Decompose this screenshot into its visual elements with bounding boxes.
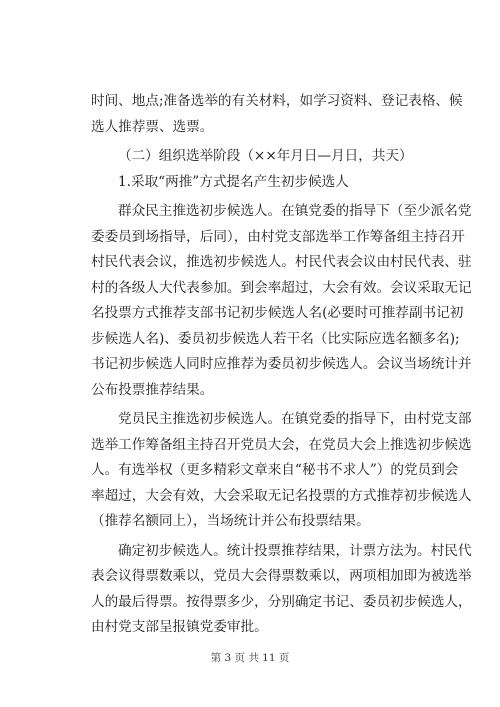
body-line: 步候选人名)、委员初步候选人若干名（比实际应选名额多名); bbox=[91, 330, 460, 347]
body-line: 确定初步候选人。统计投票推荐结果，计票方法为。村民代 bbox=[118, 542, 472, 559]
body-line: 选举工作筹备组主持召开党员大会，在党员大会上推选初步候选 bbox=[91, 436, 472, 453]
body-line: 书记初步候选人同时应推荐为委员初步候选人。会议当场统计并 bbox=[91, 356, 472, 372]
document-body bbox=[91, 90, 472, 642]
body-line: 群众民主推选初步候选人。在镇党委的指导下（至少派名党 bbox=[118, 203, 472, 219]
body-line: 率超过，大会有效，大会采取无记名投票的方式推荐初步候选人 bbox=[91, 487, 472, 504]
body-line: 人。有选举权（更多精彩文章来自“秘书不求人”）的党员到会 bbox=[91, 462, 459, 478]
body-line: 党员民主推选初步候选人。在镇党委的指导下，由村党支部 bbox=[118, 411, 472, 427]
body-line: 人的最后得票。按得票多少，分别确定书记、委员初步候选人， bbox=[91, 593, 472, 610]
body-line: （推荐名额同上），当场统计并公布投票结果。 bbox=[91, 513, 370, 529]
body-line: 表会议得票数乘以，党员大会得票数乘以，两项相加即为被选举 bbox=[91, 568, 472, 584]
body-line: 名投票方式推荐支部书记初步候选人名(必要时可推荐副书记初 bbox=[91, 305, 464, 321]
body-line: 时间、地点;准备选举的有关材料，如学习资料、登记表格、候 bbox=[91, 93, 463, 109]
section-heading: （二）组织选举阶段（××年月日—月日，共天） bbox=[118, 148, 413, 164]
body-line: 选人推荐票、选票。 bbox=[91, 118, 214, 135]
body-line: 村民代表会议，推选初步候选人。村民代表会议由村民代表、驻 bbox=[91, 254, 472, 270]
body-line: 委委员到场指导，后同），由村党支部选举工作筹备组主持召开 bbox=[91, 228, 465, 245]
subsection-heading: 1.采取“两推”方式提名产生初步候选人 bbox=[118, 173, 349, 190]
body-line: 公布投票推荐结果。 bbox=[91, 381, 214, 398]
page-number-footer: 第 3 页 共 11 页 bbox=[210, 652, 290, 664]
body-line: 村的各级人大代表参加。到会率超过，大会有效。会议采取无记 bbox=[91, 279, 472, 296]
body-line: 由村党支部呈报镇党委审批。 bbox=[91, 619, 268, 635]
